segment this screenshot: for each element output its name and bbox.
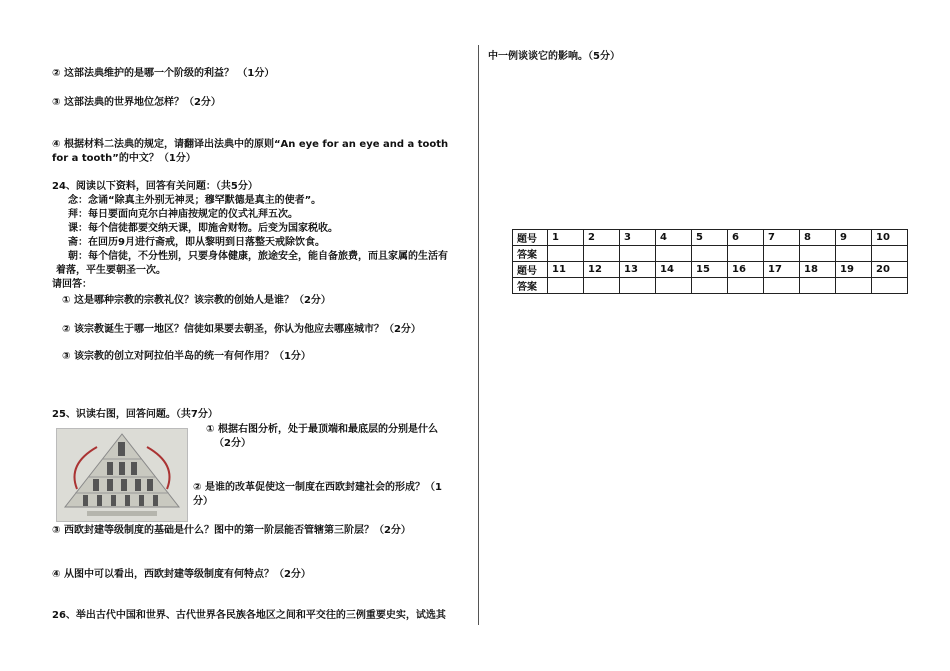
q24-prompt: 请回答：	[52, 279, 92, 290]
answer-cell[interactable]	[800, 278, 836, 294]
table-row-numbers-1	[513, 230, 908, 246]
table-header-answer: 答案	[513, 246, 548, 262]
table-cell-number: 8	[800, 230, 836, 246]
q25-title: 25、识读右图，回答问题。（共7分）	[52, 409, 218, 420]
table-cell-number: 9	[836, 230, 872, 246]
table-cell-number: 20	[872, 262, 908, 278]
q23-sub4-line2: for a tooth”的中文？（1分）	[52, 153, 196, 164]
q24-title: 24、阅读以下资料，回答有关问题：（共5分）	[52, 181, 258, 192]
answer-cell[interactable]	[584, 278, 620, 294]
table-cell-number: 2	[584, 230, 620, 246]
answer-cell[interactable]	[764, 278, 800, 294]
answer-cell[interactable]	[656, 246, 692, 262]
answer-cell[interactable]	[620, 246, 656, 262]
q25-sub1-line2: （2分）	[214, 438, 251, 449]
q25-sub2-line2: 分）	[193, 496, 213, 507]
table-cell-number: 12	[584, 262, 620, 278]
table-cell-number: 13	[620, 262, 656, 278]
table-cell-number: 7	[764, 230, 800, 246]
q24-sub1: ① 这是哪种宗教的宗教礼仪？该宗教的创始人是谁？（2分）	[62, 295, 331, 306]
table-cell-number: 19	[836, 262, 872, 278]
table-cell-number: 6	[728, 230, 764, 246]
answer-cell[interactable]	[692, 278, 728, 294]
answer-cell[interactable]	[728, 278, 764, 294]
table-header-no: 题号	[513, 262, 548, 278]
answer-cell[interactable]	[872, 246, 908, 262]
answer-cell[interactable]	[584, 246, 620, 262]
feudal-hierarchy-image	[56, 428, 188, 522]
answer-cell[interactable]	[620, 278, 656, 294]
q24-line-chao: 朝：每个信徒，不分性别，只要身体健康，旅途安全，能自备旅费，而且家属的生活有	[68, 251, 448, 262]
q24-sub2: ② 该宗教诞生于哪一地区？信徒如果要去朝圣，你认为他应去哪座城市？（2分）	[62, 324, 421, 335]
answer-cell[interactable]	[836, 278, 872, 294]
table-header-no: 题号	[513, 230, 548, 246]
table-row-answers-2	[513, 278, 908, 294]
table-cell-number: 5	[692, 230, 728, 246]
q26-line1: 26、举出古代中国和世界、古代世界各民族各地区之间和平交往的三例重要史实，试选其	[52, 610, 446, 621]
q24-line-bai: 拜：每日要面向克尔白神庙按规定的仪式礼拜五次。	[68, 209, 298, 220]
table-cell-number: 1	[548, 230, 584, 246]
q25-sub4: ④ 从图中可以看出，西欧封建等级制度有何特点？（2分）	[52, 569, 311, 580]
pyramid-illustration	[57, 429, 187, 521]
table-header-answer: 答案	[513, 278, 548, 294]
q25-sub2-line1: ② 是谁的改革促使这一制度在西欧封建社会的形成？（1	[193, 482, 442, 493]
table-cell-number: 4	[656, 230, 692, 246]
q23-sub3: ③ 这部法典的世界地位怎样？（2分）	[52, 97, 221, 108]
answer-cell[interactable]	[728, 246, 764, 262]
table-cell-number: 14	[656, 262, 692, 278]
answer-cell[interactable]	[836, 246, 872, 262]
table-cell-number: 15	[692, 262, 728, 278]
table-row-answers-1	[513, 246, 908, 262]
q24-line-nian: 念：念诵“除真主外别无神灵；穆罕默德是真主的使者”。	[68, 195, 322, 206]
q24-line-ke: 课：每个信徒都要交纳天课，即施舍财物。后变为国家税收。	[68, 223, 338, 234]
answer-cell[interactable]	[656, 278, 692, 294]
answer-cell[interactable]	[872, 278, 908, 294]
answer-cell[interactable]	[764, 246, 800, 262]
q23-sub2: ② 这部法典维护的是哪一个阶级的利益？ （1分）	[52, 68, 275, 79]
q26-line2: 中一例谈谈它的影响。（5分）	[488, 51, 620, 62]
column-divider	[478, 45, 479, 625]
q23-sub4-line1: ④ 根据材料二法典的规定，请翻译出法典中的原则“An eye for an eye and a tooth	[52, 139, 449, 150]
q24-line-chao-cont: 着落，平生要朝圣一次。	[56, 265, 166, 276]
q24-sub3: ③ 该宗教的创立对阿拉伯半岛的统一有何作用？（1分）	[62, 351, 311, 362]
q25-sub1-line1: ① 根据右图分析，处于最顶端和最底层的分别是什么	[206, 424, 438, 435]
answer-cell[interactable]	[548, 278, 584, 294]
table-cell-number: 17	[764, 262, 800, 278]
q25-sub3: ③ 西欧封建等级制度的基础是什么？图中的第一阶层能否管辖第三阶层？（2分）	[52, 525, 411, 536]
table-cell-number: 3	[620, 230, 656, 246]
answer-table	[512, 229, 908, 294]
table-cell-number: 11	[548, 262, 584, 278]
answer-cell[interactable]	[692, 246, 728, 262]
table-cell-number: 18	[800, 262, 836, 278]
table-row-numbers-2	[513, 262, 908, 278]
q24-line-zhai: 斋：在回历9月进行斋戒，即从黎明到日落整天戒除饮食。	[68, 237, 325, 248]
table-cell-number: 16	[728, 262, 764, 278]
table-cell-number: 10	[872, 230, 908, 246]
answer-cell[interactable]	[800, 246, 836, 262]
answer-cell[interactable]	[548, 246, 584, 262]
